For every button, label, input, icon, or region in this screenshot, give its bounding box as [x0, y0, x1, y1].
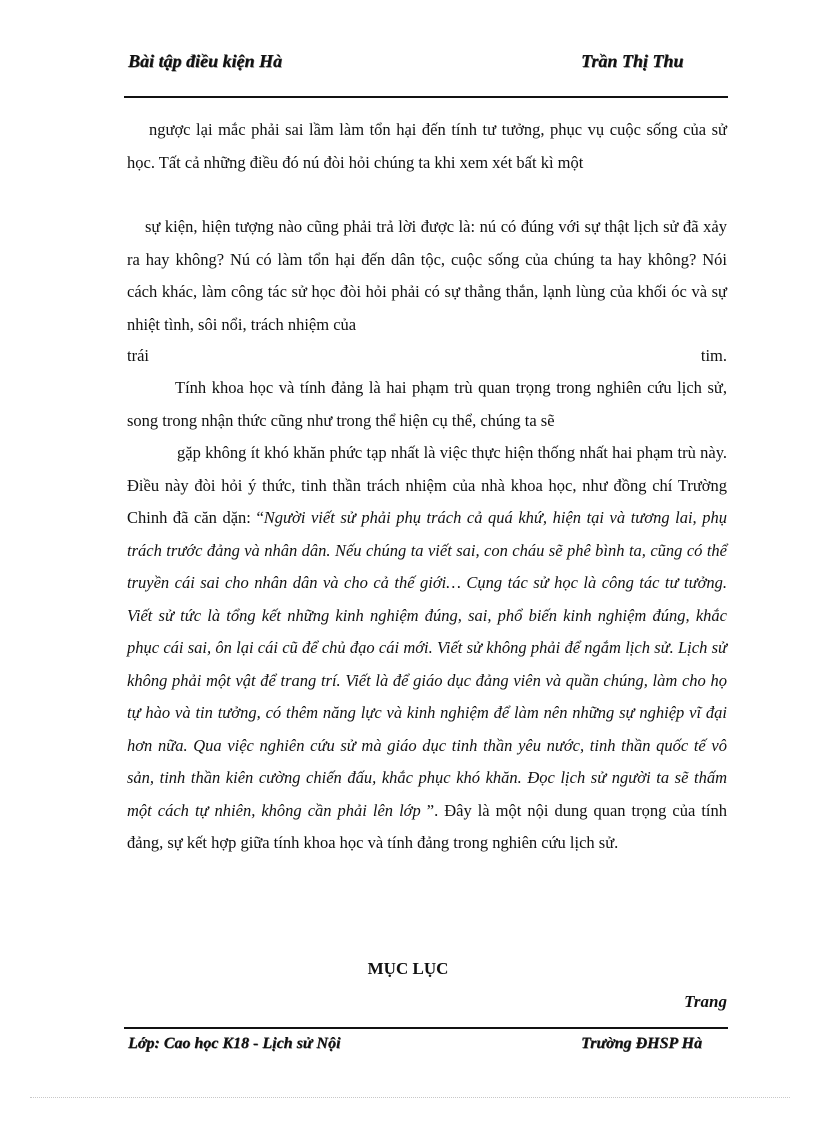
header-rule — [124, 96, 728, 98]
footer-school: Trường ĐHSP Hà — [581, 1035, 702, 1052]
toc-page-label: Trang — [684, 992, 727, 1011]
paragraph-3: Tính khoa học và tính đảng là hai phạm trù quan trọng trong nghiên cứu lịch sử, song trong nhận thức cũng như trong thể hiện cụ thể, chúng ta sẽ — [127, 378, 727, 430]
paragraph-4-tail: ”. Đây là một nội dung quan trọng của tính đảng, sự kết hợp giữa tính khoa học và tính đảng trong nghiên cứu lịch sử. — [127, 800, 727, 852]
toc-title: MỤC LỤC — [367, 959, 449, 978]
paragraph-2-end-left: trái — [127, 346, 149, 365]
quotation: Người viết sử phải phụ trách cả quá khứ, hiện tại và tương lai, phụ trách trước đảng và nhân dân. Nếu chúng ta viết sai, con cháu sẽ phê bình ta, cũng có thể truyền cái sai cho nhân dân và cho cả thế giới… Cụng tác sử học là công tác tư tưởng. Viết sử tức là tổng kết những kinh nghiệm đúng, sai, phổ biến kinh nghiệm đúng, khắc phục cái sai, ôn lại cái cũ để chủ đạo cái mới. Viết sử không phải để ngắm lịch sử. Lịch sử không phải một vật để trang trí. Viết là để giáo dục đảng viên và quần chúng, làm cho họ tự hào và tin tưởng, có thêm năng lực và kinh nghiệm để làm nên những sự nghiệp vĩ đại hơn nữa. Qua việc nghiên cứu sử mà giáo dục tinh thần yêu nước, tinh thần quốc tế vô sản, tinh thần kiên cường chiến đấu, khắc phục khó khăn. Đọc lịch sử người ta sẽ thấm một cách tự nhiên, không cần phải lên lớp — [127, 508, 727, 820]
paragraph-4 — [127, 437, 727, 860]
page-boundary — [30, 1097, 790, 1098]
paragraph-1: ngược lại mắc phải sai lầm làm tổn hại đến tính tư tưởng, phục vụ cuộc sống của sử học. Tất cả những điều đó nú đòi hỏi chúng ta khi xem xét bất kì một — [127, 120, 727, 172]
header-author: Trần Thị Thu — [581, 51, 684, 71]
footer-rule — [124, 1027, 728, 1029]
paragraph-2: sự kiện, hiện tượng nào cũng phải trả lời được là: nú có đúng với sự thật lịch sử đã xảy ra hay không? Nú có làm tổn hại đến dân tộc, cuộc sống của chúng ta hay không? Nói cách khác, làm công tác sử học đòi hỏi phải có sự thẳng thắn, lạnh lùng của khối óc và sự nhiệt tình, sôi nổi, trách nhiệm của — [127, 217, 727, 334]
header-title: Bài tập điều kiện Hà — [128, 51, 283, 71]
paragraph-2-end-right: tim. — [700, 346, 727, 365]
paragraph-4-lead: gặp không ít khó khăn phức tạp nhất là việc thực hiện thống nhất hai phạm trù này. Điều này đòi hỏi ý thức, tinh thần trách nhiệm của nhà khoa học, như đồng chí Trường Chinh đã căn dặn: “ — [127, 443, 727, 527]
footer-class: Lớp: Cao học K18 - Lịch sử Nội — [128, 1035, 341, 1052]
paragraph-2-end-line — [127, 340, 727, 373]
